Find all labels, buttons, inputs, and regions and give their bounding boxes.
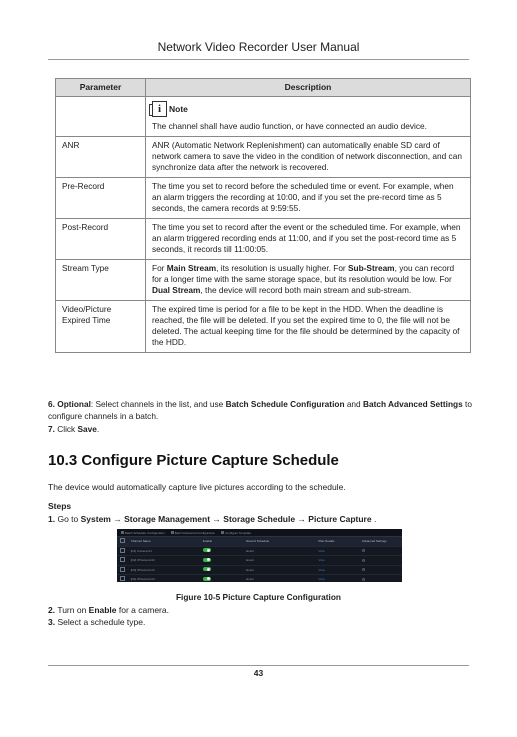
enable-toggle: [200, 558, 243, 563]
text-run: , you can record for a longer time with the same storage space, but its resolution would be low. For: [152, 263, 455, 284]
select-all-checkbox: [117, 538, 128, 544]
ui-term-batch-schedule: Batch Schedule Configuration: [225, 399, 345, 409]
desc-post-record: The time you set to record after the event or the scheduled time. For example, when an alarm triggered recording ends at 11:00, and if you set the post-record time as 5 seconds, it records till 11:00:05.: [146, 219, 471, 260]
figure-table-row: [117, 547, 402, 557]
gear-icon: ⚙: [361, 567, 366, 573]
checkbox-icon: [120, 567, 125, 572]
plan-details-link: View: [318, 577, 325, 582]
table-row: [56, 260, 471, 301]
note-label: Note: [169, 103, 188, 114]
param-post-record: Post-Record: [56, 219, 146, 260]
menu-path: System → Storage Management → Storage Schedule → Picture Capture: [80, 514, 372, 524]
ui-term-enable: Enable: [88, 605, 117, 615]
row-checkbox: [117, 548, 128, 554]
param-pre-record: Pre-Record: [56, 178, 146, 219]
text-run: Turn on: [57, 605, 89, 615]
step-number: 3.: [48, 617, 56, 627]
steps-6-7: [48, 398, 473, 436]
note-heading: [152, 101, 465, 117]
text-run: and: [344, 399, 363, 409]
table-header-row: [56, 79, 471, 97]
col-record-schedule: Record Schedule: [246, 539, 270, 544]
term-main-stream: Main Stream: [166, 263, 217, 273]
step-1: [48, 514, 376, 524]
enable-toggle: [200, 548, 243, 553]
column-header-description: Description: [146, 79, 471, 97]
tab-icon: [121, 531, 124, 534]
step-number: 7.: [48, 424, 55, 434]
enable-toggle: [200, 577, 243, 582]
tab-label: Configure Template: [225, 530, 252, 535]
steps-label: Steps: [48, 501, 72, 511]
section-intro: The device would automatically capture live pictures according to the schedule.: [48, 482, 346, 492]
col-enable: Enable: [202, 539, 213, 544]
gear-icon: ⚙: [361, 576, 366, 582]
record-schedule: Event: [246, 548, 254, 553]
page-header: Network Video Recorder User Manual: [157, 40, 360, 54]
figure-toolbar: [117, 529, 402, 537]
section-title: 10.3 Configure Picture Capture Schedule: [48, 452, 339, 469]
checkbox-icon: [120, 548, 125, 553]
note-info-icon: i: [152, 101, 167, 117]
toggle-icon: [203, 567, 211, 571]
footer-divider: [48, 665, 469, 666]
record-schedule: Event: [246, 577, 254, 582]
figure-table-row: [117, 566, 402, 576]
desc-pre-record: The time you set to record before the scheduled time or event. For example, when an alarm triggers the recording at 10:00, and if you set the pre-record time as 5 seconds, the camera records at 9:59:55.: [146, 178, 471, 219]
channel-name: [D1] Camera 01: [130, 548, 152, 553]
channel-name: [D4] IPCamera 04: [130, 577, 155, 582]
tab-label: Batch Schedule Configuration: [125, 530, 165, 535]
step-2: [48, 604, 169, 616]
checkbox-icon: [120, 576, 125, 581]
col-plan-details: Plan Details: [318, 539, 335, 544]
plan-details-link: View: [318, 567, 325, 572]
tab-batch-schedule: [121, 531, 165, 535]
text-run: Go to: [57, 514, 81, 524]
record-schedule: Event: [246, 567, 254, 572]
figure-caption: Figure 10-5 Picture Capture Configuration: [175, 592, 342, 602]
param-stream-type: Stream Type: [56, 260, 146, 301]
tab-icon: [171, 531, 174, 534]
text-run: , the device will record both main stream and sub-stream.: [200, 285, 412, 295]
text-run: .: [371, 514, 377, 524]
param-anr: ANR: [56, 137, 146, 178]
figure-table-header: [117, 537, 402, 547]
optional-label: Optional: [57, 399, 91, 409]
text-run: : Select channels in the list, and use: [90, 399, 226, 409]
term-dual-stream: Dual Stream: [152, 285, 201, 295]
table-row: [56, 301, 471, 353]
enable-toggle: [200, 567, 243, 572]
plan-details-link: View: [318, 548, 325, 553]
steps-2-3: [48, 604, 169, 628]
parameter-table: [55, 78, 471, 353]
step-number: 1.: [48, 514, 56, 524]
text-run: For: [152, 263, 167, 273]
figure-table-row: [117, 556, 402, 566]
checkbox-icon: [120, 557, 125, 562]
figure-table-row: [117, 575, 402, 582]
record-schedule: Event: [246, 558, 254, 563]
note-text: The channel shall have audio function, or have connected an audio device.: [152, 121, 427, 131]
checkbox-icon: [120, 538, 125, 543]
toggle-icon: [203, 577, 211, 581]
tab-configure-template: [221, 531, 251, 535]
table-row: [56, 178, 471, 219]
column-header-parameter: Parameter: [56, 79, 146, 97]
term-sub-stream: Sub-Stream: [348, 263, 395, 273]
tab-icon: [221, 531, 224, 534]
text-run: to configure channels in a batch.: [48, 399, 472, 421]
row-checkbox: [117, 576, 128, 582]
text-run: , its resolution is usually higher. For: [216, 263, 348, 273]
step-number: 2.: [48, 605, 56, 615]
step-number: 6.: [48, 399, 55, 409]
toggle-icon: [203, 558, 211, 562]
table-cell-empty: [56, 97, 146, 137]
gear-icon: ⚙: [361, 548, 366, 554]
text-run: for a camera.: [116, 605, 169, 615]
note-cell: [146, 97, 471, 137]
row-checkbox: [117, 557, 128, 563]
ui-term-batch-advanced: Batch Advanced Settings: [362, 399, 463, 409]
text-run: Select a schedule type.: [57, 617, 146, 627]
gear-icon: ⚙: [361, 557, 366, 563]
text-run: .: [96, 424, 100, 434]
page-number: 43: [253, 668, 264, 678]
param-expired-time: Video/Picture Expired Time: [56, 301, 146, 353]
ui-term-save: Save: [77, 424, 97, 434]
text-run: Click: [57, 424, 78, 434]
table-row: [56, 219, 471, 260]
channel-name: [D3] IPCamera 03: [130, 567, 155, 572]
table-row: [56, 137, 471, 178]
row-checkbox: [117, 567, 128, 573]
col-channel-name: Channel Name: [130, 539, 151, 544]
desc-expired-time: The expired time is period for a file to be kept in the HDD. When the deadline is reached, the file will be deleted. If you set the expired time to 0, the file will not be deleted. The actual keeping time for the file should be determined by the capacity of the HDD.: [146, 301, 471, 353]
picture-capture-screenshot: [117, 529, 402, 582]
channel-name: [D2] IPCamera 02: [130, 558, 155, 563]
tab-label: Batch Advanced Configuration: [174, 530, 216, 535]
desc-anr: ANR (Automatic Network Replenishment) can automatically enable SD card of network camera to save the video in the condition of network disconnection, and can synchronize data after the network is recovered.: [146, 137, 471, 178]
col-advanced-settings: Advanced Settings: [361, 539, 387, 544]
plan-details-link: View: [318, 558, 325, 563]
step-3: [48, 616, 169, 628]
tab-batch-advanced: [171, 531, 215, 535]
step-7: [48, 423, 473, 435]
table-row: [56, 97, 471, 137]
desc-stream-type: [146, 260, 471, 301]
toggle-icon: [203, 548, 211, 552]
header-divider: [48, 59, 469, 60]
step-6: [48, 398, 473, 422]
